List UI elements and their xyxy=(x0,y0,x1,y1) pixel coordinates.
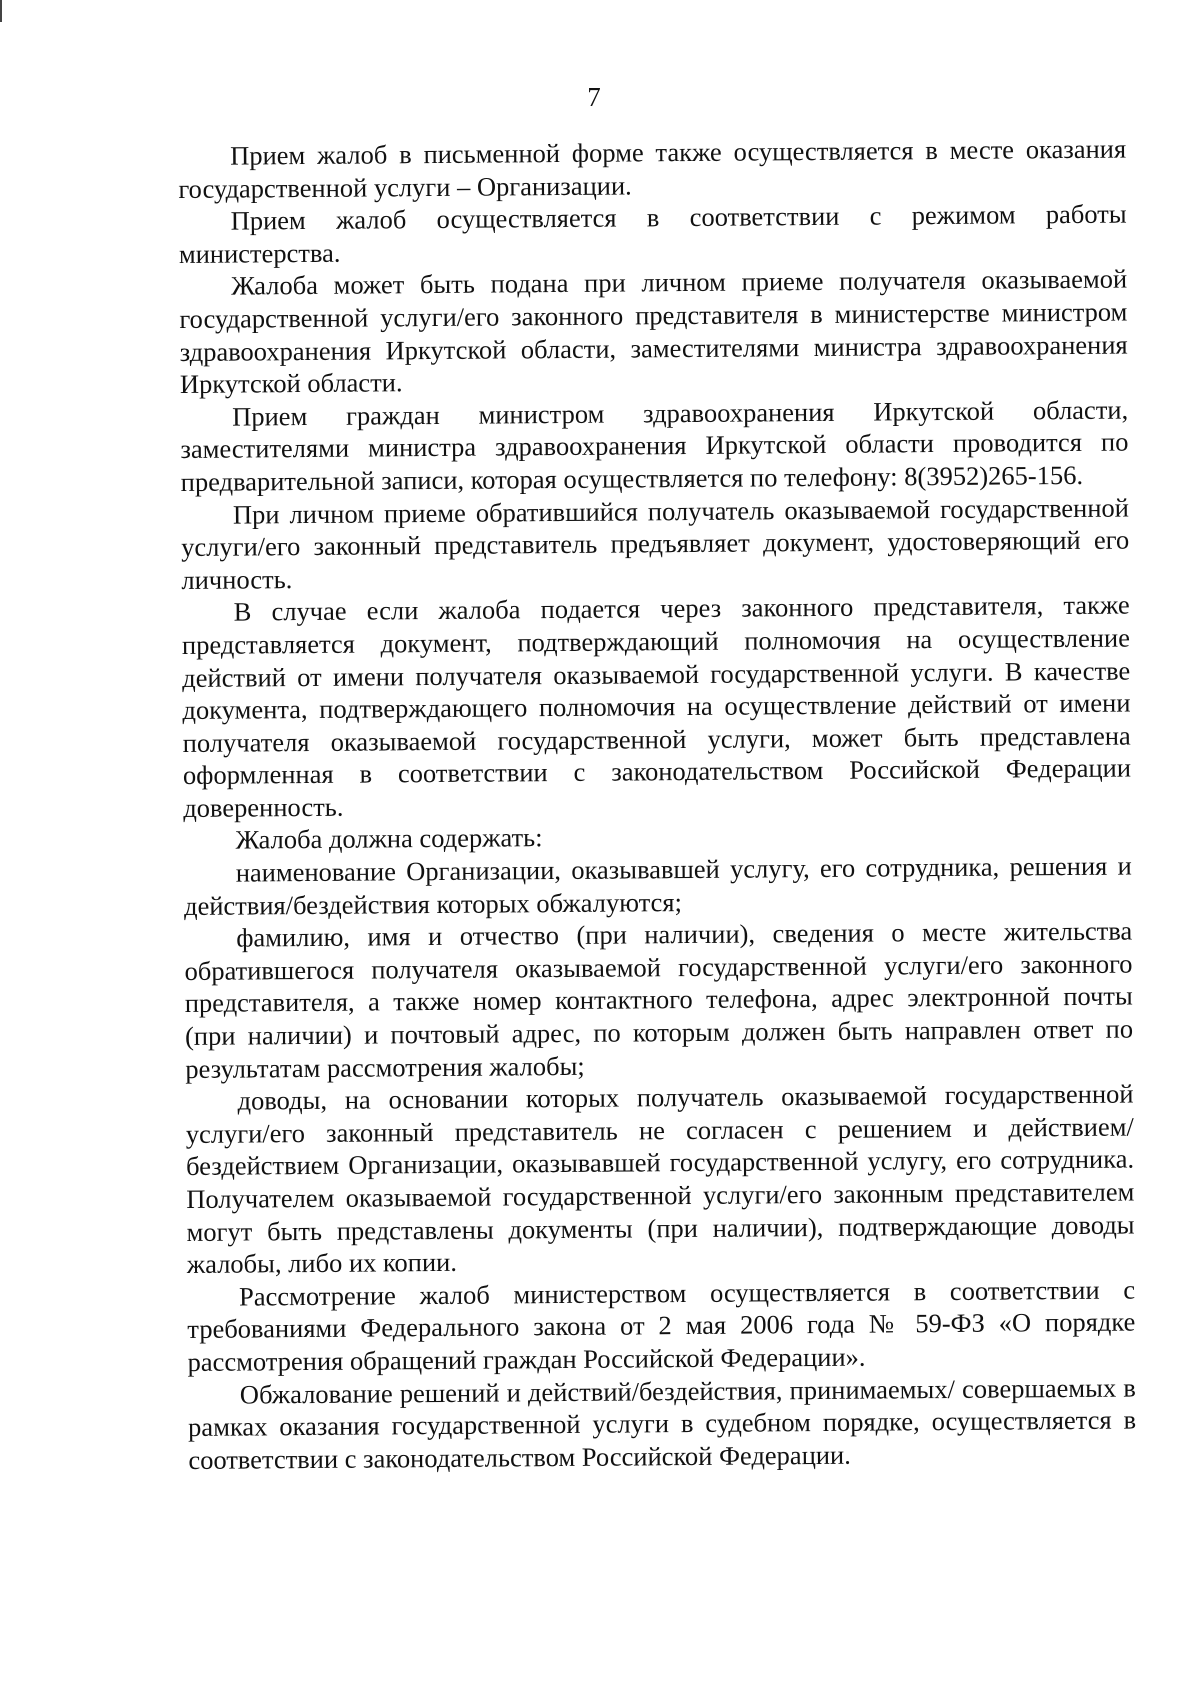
paragraph-federal-law: Рассмотрение жалоб министерством осуществляется в соответствии с требованиями Федерального закона от 2 мая 2006 года № 59-ФЗ «О порядке рассмотрения обращений граждан Российской Федерации». xyxy=(187,1274,1136,1377)
paragraph-power-of-attorney: В случае если жалоба подается через законного представителя, также представляется документ, подтверждающий полномочия на осуществление действий от имени получателя оказываемой государственной услуги. В качестве документа, подтверждающего полномочия на осуществление действий от имени получателя оказываемой государственной услуги, может быть представлена оформленная в соответствии с законодательством Российской Федерации доверенность. xyxy=(181,589,1132,823)
scan-edge-mark xyxy=(0,0,2,22)
paragraph-personal-reception: Жалоба может быть подана при личном приеме получателя оказываемой государственной услуги/его законного представителя в министерстве министром здравоохранения Иркутской области, заместителями министра здравоохранения Иркутской области. xyxy=(179,263,1128,400)
page-number: 7 xyxy=(587,82,601,112)
paragraph-arguments: доводы, на основании которых получатель оказываемой государственной услуги/его законный представитель не согласен с решением и действием/бездействием Организации, оказывавшей государственной услугу, его сотрудника. Получателем оказываемой государственной услуги/его законным представителем могут быть представлены документы (при наличии), подтверждающие доводы жалобы, либо их копии. xyxy=(185,1078,1135,1280)
paragraph-working-hours: Прием жалоб осуществляется в соответствии с режимом работы министерства. xyxy=(178,198,1127,269)
paragraph-appointment: Прием граждан министром здравоохранения Иркутской области, заместителями министра здравоохранения Иркутской области проводится по предварительной записи, которая осуществляется по телефону: 8(3952)265-156. xyxy=(180,394,1129,497)
paragraph-judicial-appeal: Обжалование решений и действий/бездействия, принимаемых/ совершаемых в рамках оказания государственной услуги в судебном порядке, осуществляется в соответствии с законодательством Российской Федерации. xyxy=(187,1372,1137,1475)
paragraph-applicant-details: фамилию, имя и отчество (при наличии), сведения о месте жительства обратившегося получателя оказываемой государственной услуги/его законного представителя, а также номер контактного телефона, адрес электронной почты (при наличии) и почтовый адрес, по которым должен быть направлен ответ по результатам рассмотрения жалобы; xyxy=(184,915,1134,1084)
document-body xyxy=(178,133,1136,1477)
paragraph-complaint-contents: Жалоба должна содержать: xyxy=(235,822,543,856)
paragraph-written-complaints: Прием жалоб в письменной форме также осуществляется в месте оказания государственной услуги – Организации. xyxy=(178,133,1127,204)
paragraph-identity-document: При личном приеме обратившийся получатель оказываемой государственной услуги/его законный представитель предъявляет документ, удостоверяющий его личность. xyxy=(181,492,1130,595)
paragraph-organization-name: наименование Организации, оказывавшей услугу, его сотрудника, решения и действия/бездействия которых обжалуются; xyxy=(183,850,1132,921)
